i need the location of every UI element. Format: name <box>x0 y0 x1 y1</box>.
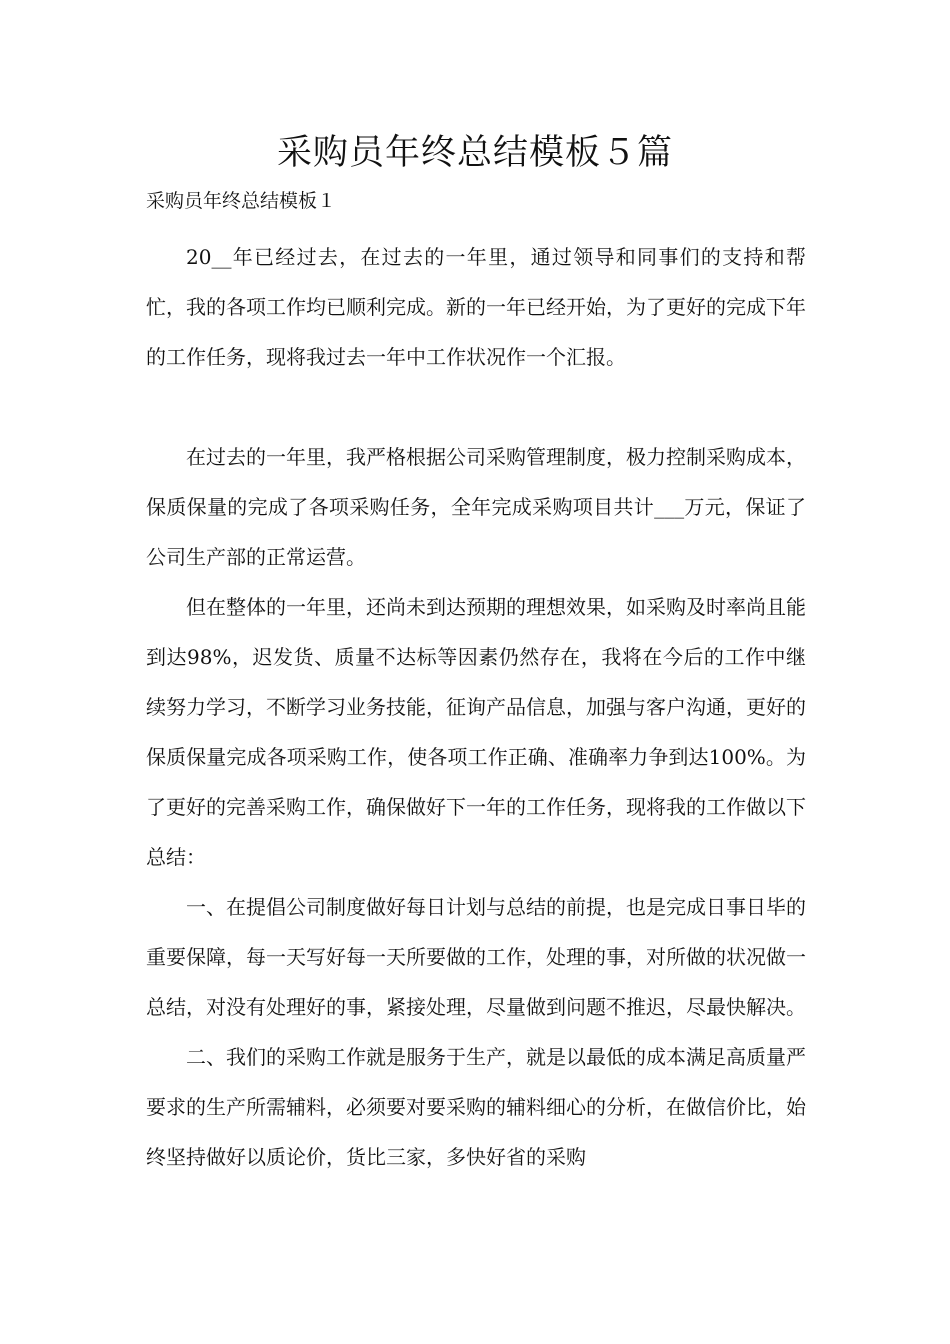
paragraph-intro: 20__年已经过去，在过去的一年里，通过领导和同事们的支持和帮忙，我的各项工作均已顺利完成。新的一年已经开始，为了更好的完成下年的工作任务，现将我过去一年中工作状况作一个汇报。 <box>146 245 806 369</box>
document-title: 采购员年终总结模板５篇 <box>276 133 673 173</box>
paragraph-procurement-summary: 在过去的一年里，我严格根据公司采购管理制度，极力控制采购成本，保质保量的完成了各项采购任务，全年完成采购项目共计___万元，保证了公司生产部的正常运营。 <box>146 445 806 569</box>
paragraph-point-two: 二、我们的采购工作就是服务于生产，就是以最低的成本满足高质量严要求的生产所需辅料，必须要对要采购的辅料细心的分析，在做信价比，始终坚持做好以质论价，货比三家，多快好省的采购 <box>146 1045 806 1169</box>
document-body <box>146 232 806 1182</box>
document-subtitle: 采购员年终总结模板１ <box>146 190 337 212</box>
paragraph-point-one: 一、在提倡公司制度做好每日计划与总结的前提，也是完成日事日毕的重要保障，每一天写好每一天所要做的工作，处理的事，对所做的状况做一总结，对没有处理好的事，紧接处理，尽量做到问题不推迟，尽最快解决。 <box>146 895 806 1019</box>
paragraph-shortcomings: 但在整体的一年里，还尚未到达预期的理想效果，如采购及时率尚且能到达98%，迟发货、质量不达标等因素仍然存在，我将在今后的工作中继续努力学习，不断学习业务技能，征询产品信息，加强与客户沟通，更好的保质保量完成各项采购工作，使各项工作正确、准确率力争到达100%。为了更好的完善采购工作，确保做好下一年的工作任务，现将我的工作做以下总结： <box>146 595 806 869</box>
